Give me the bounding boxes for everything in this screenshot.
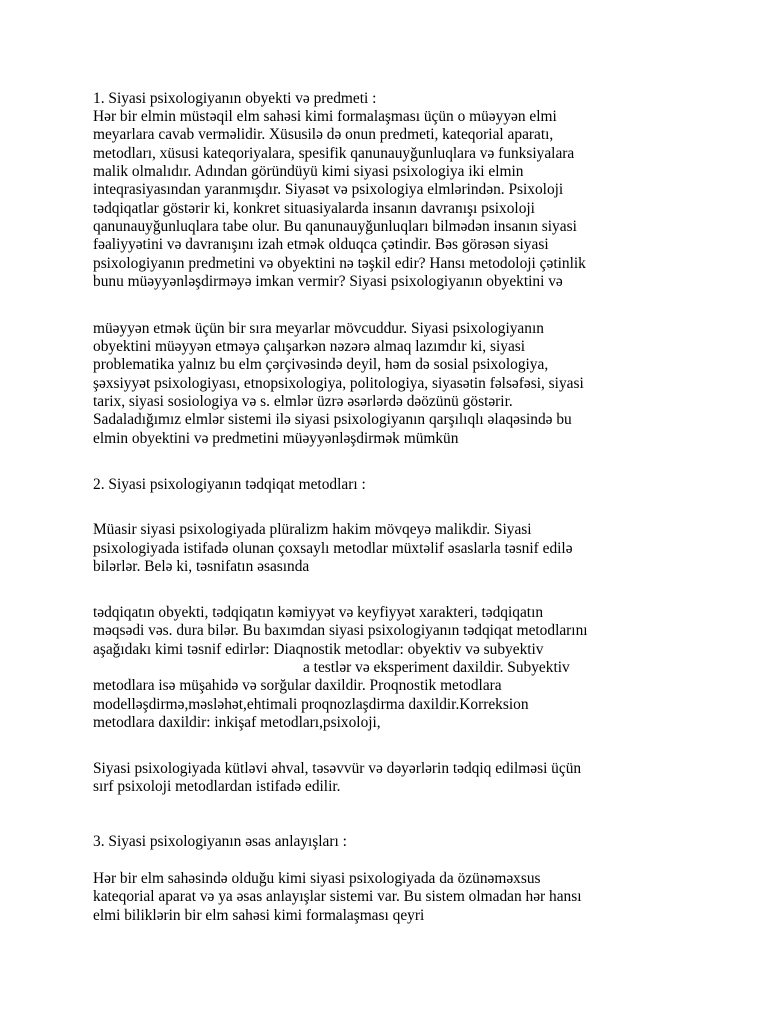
text-line: psixologiyanın predmetini və obyektini nə təşkil edir? Hansı metodoloji çətinlik [93,255,586,272]
text-line: metodlara isə müşahidə və sorğular daxildir. Proqnostik metodlara [93,677,502,694]
text-line: tədqiqatlar göstərir ki, konkret situasiyalarda insanın davranışı psixoloji [93,200,535,217]
text-line-indented: a testlər və eksperiment daxildir. Subyektiv [303,659,570,676]
text-line: modelləşdirmə,məsləhət,ehtimali proqnozlaşdirma daxildir.Korreksion [93,696,529,713]
text-line: fəaliyyətini və davranışını izah etmək olduqca çətindir. Bəs görəsən siyasi [93,236,549,253]
text-line: problematika yalnız bu elm çərçivəsində deyil, həm də sosial psixologiya, [93,356,549,373]
text-line: Siyasi psixologiyada kütləvi əhval, təsəvvür və dəyərlərin tədqiq edilməsi üçün [93,760,582,777]
text-line: müəyyən etmək üçün bir sıra meyarlar mövcuddur. Siyasi psixologiyanın [93,320,544,337]
text-line: qanunauyğunluqlara tabe olur. Bu qanunauyğunluqları bilmədən insanın siyasi [93,218,577,235]
text-line: məqsədi vəs. dura bilər. Bu baxımdan siyasi psixologiyanın tədqiqat metodlarını [93,622,588,639]
text-line: bunu müəyyənləşdirməyə imkan vermir? Siyasi psixologiyanın obyektini və [93,273,563,290]
text-line: tarix, siyasi sosiologiya və s. elmlər üzrə əsərlərdə dəözünü göstərir. [93,393,513,410]
text-line: malik olmalıdır. Adından göründüyü kimi siyasi psixologiya iki elmin [93,163,524,180]
text-line: tədqiqatın obyekti, tədqiqatın kəmiyyət və keyfiyyət xarakteri, tədqiqatın [93,604,544,621]
section-heading-1: 1. Siyasi psixologiyanın obyekti və predmeti : [93,90,377,107]
text-line: psixologiyada istifadə olunan çoxsaylı metodlar müxtəlif əsaslarla təsnif edilə [93,540,573,557]
text-line: elmi biliklərin bir elm sahəsi kimi formalaşması qeyri [93,907,425,924]
text-line: sırf psixoloji metodlardan istifadə edilir. [93,778,341,795]
text-line: aşağıdakı kimi təsnif edirlər: Diaqnostik metodlar: obyektiv və subyektiv [93,641,544,658]
text-line: elmin obyektini və predmetini müəyyənləşdirmək mümkün [93,430,459,447]
text-line: Hər bir elmin müstəqil elm sahəsi kimi formalaşması üçün o müəyyən elmi [93,108,557,125]
text-line: şəxsiyyət psixologiyası, etnopsixologiya, politologiya, siyasətin fəlsəfəsi, siyasi [93,375,584,392]
text-line: inteqrasiyasından yaranmışdır. Siyasət və psixologiya elmlərindən. Psixoloji [93,181,564,198]
text-line: Hər bir elm sahəsində olduğu kimi siyasi psixologiyada da özünəməxsus [93,870,541,887]
text-line: kateqorial aparat və ya əsas anlayışlar sistemi var. Bu sistem olmadan hər hansı [93,888,582,905]
text-line: meyarlara cavab verməlidir. Xüsusilə də onun predmeti, kateqorial aparatı, [93,126,554,143]
section-heading-2: 2. Siyasi psixologiyanın tədqiqat metodları : [93,476,366,493]
text-line: Müasir siyasi psixologiyada plüralizm hakim mövqeyə malikdir. Siyasi [93,521,532,538]
section-heading-3: 3. Siyasi psixologiyanın əsas anlayışları : [93,833,347,850]
text-line: bilərlər. Belə ki, təsnifatın əsasında [93,558,310,575]
text-line: metodlara daxildir: inkişaf metodları,psixoloji, [93,714,381,731]
text-line: obyektini müəyyən etməyə çalışarkən nəzərə almaq lazımdır ki, siyasi [93,338,526,355]
text-line: metodları, xüsusi kateqoriyalara, spesifik qanunauyğunluqlara və funksiyalara [93,145,575,162]
text-line: Sadaladığımız elmlər sistemi ilə siyasi psixologiyanın qarşılıqlı əlaqəsində bu [93,411,572,428]
